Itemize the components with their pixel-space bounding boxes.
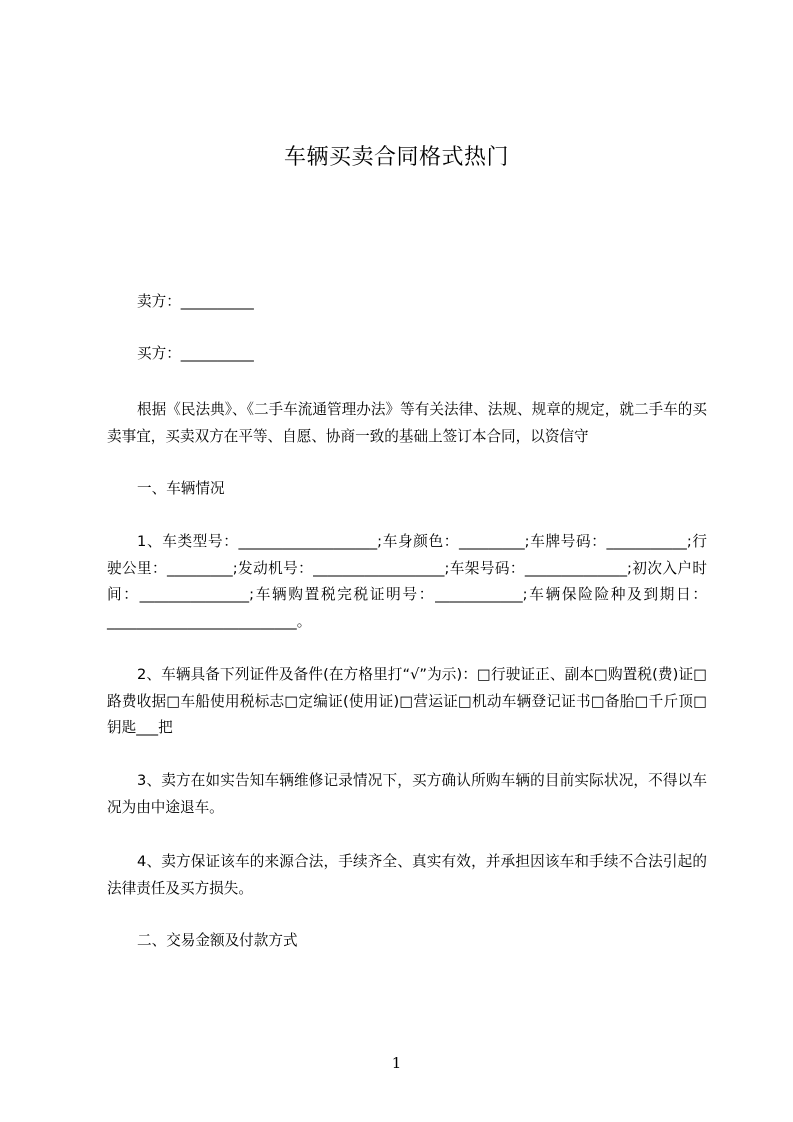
clause-2-documents: 2、车辆具备下列证件及备件(在方格里打“√”为示)：□行驶证正、副本□购置税(费)证□路费收据□车船使用税标志□定编证(使用证)□营运证□机动车辆登记证书□备胎□千斤顶□钥匙___把 [107, 666, 707, 736]
clause-3-condition: 3、卖方在如实告知车辆维修记录情况下，买方确认所购车辆的目前实际状况，不得以车况为由中途退车。 [107, 772, 707, 816]
buyer-line: 买方：__________ [137, 345, 254, 362]
section1-heading: 一、车辆情况 [137, 480, 225, 497]
clause-4-legality: 4、卖方保证该车的来源合法，手续齐全、真实有效，并承担因该车和手续不合法引起的法律责任及买方损失。 [107, 853, 707, 897]
page-number: 1 [391, 1054, 402, 1072]
seller-line: 卖方：__________ [137, 293, 254, 310]
clause-1-vehicle-details: 1、车类型号：___________________;车身颜色：_________;车牌号码：___________;行驶公里：_________;发动机号：__________________;车架号码：______________;初次入户时间：_______________;车辆购置税完税证明号：____________;车辆保险险种及到期日：__________________________。 [107, 533, 707, 630]
document-title: 车辆买卖合同格式热门 [283, 145, 509, 170]
preamble-paragraph: 根据《民法典》、《二手车流通管理办法》等有关法律、法规、规章的规定，就二手车的买卖事宜，买卖双方在平等、自愿、协商一致的基础上签订本合同，以资信守 [107, 401, 707, 445]
section2-heading: 二、交易金额及付款方式 [137, 932, 298, 949]
